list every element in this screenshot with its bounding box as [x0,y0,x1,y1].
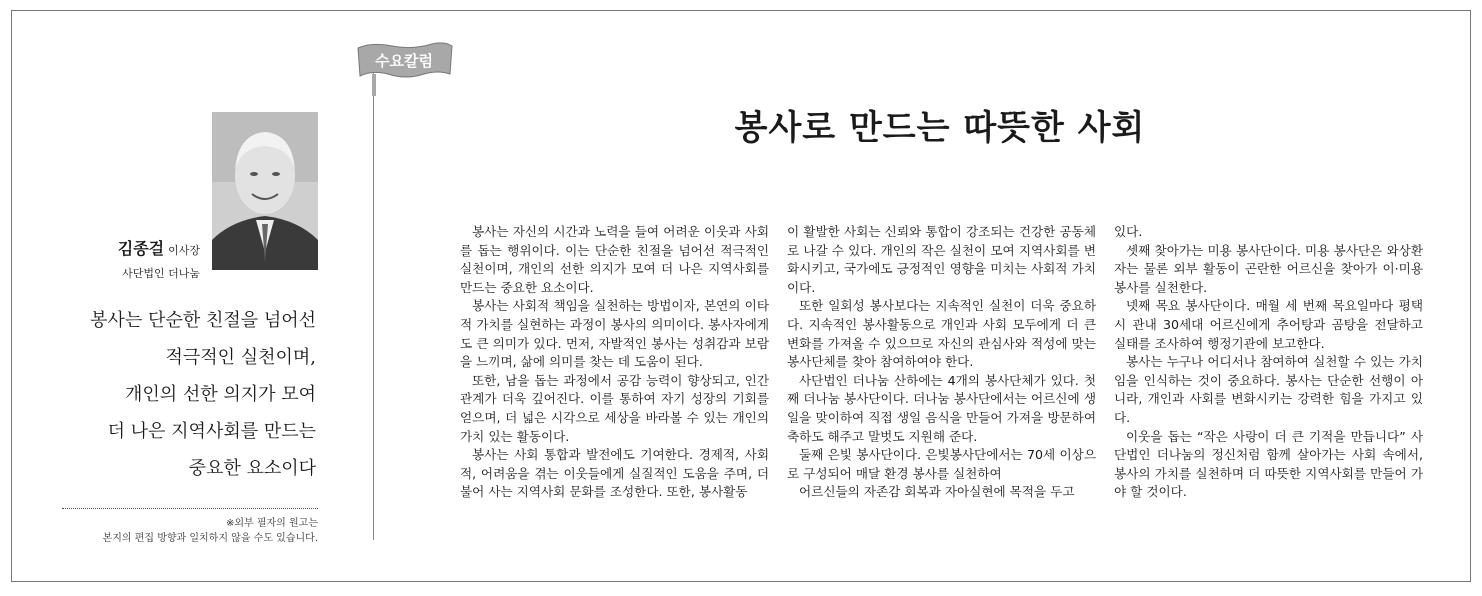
paragraph: 봉사는 사회적 책임을 실천하는 방법이자, 본연의 이타적 가치를 실현하는 과정이 봉사의 의미이다. 봉사자에게도 큰 의미가 있다. 먼저, 자발적인 봉사는 성취감과 보람을 느끼며, 삶에 의미를 찾는 데 도움이 된다. [460,298,769,370]
pull-quote-line: 적극적인 실천이며, [165,347,316,368]
pull-quote-line: 더 나은 지역사회를 만드는 [107,421,316,442]
paragraph: 둘째 은빛 봉사단이다. 은빛봉사단에서는 70세 이상으로 구성되어 매달 환경 봉사를 실천하여 [787,447,1096,481]
column-badge-flag [352,40,456,96]
paragraph: 봉사는 사회 통합과 발전에도 기여한다. 경제적, 사회적, 어려움을 겪는 이웃들에게 실질적인 도움을 주며, 더불어 사는 지역사회 문화를 조성한다. 또한, 봉사활동 [460,447,769,500]
paragraph: 셋째 찾아가는 미용 봉사단이다. 미용 봉사단은 와상환자는 물론 외부 활동이 곤란한 어르신을 찾아가 이·미용 봉사를 실천한다. [1114,242,1423,295]
paragraph: 어르신들의 자존감 회복과 자아실현에 목적을 두고 [799,484,1075,500]
paragraph: 이 활발한 사회는 신뢰와 통합이 강조되는 건강한 공동체로 나갈 수 있다. 개인의 작은 실천이 모여 지역사회를 변화시키고, 국가에도 긍정적인 영향을 미치는 사회적 가치이다. [787,224,1096,295]
pull-quote [40,302,316,487]
headline: 봉사로 만드는 따뜻한 사회 [734,108,1146,148]
disclaimer-line: 본지의 편집 방향과 일치하지 않을 수도 있습니다. [102,533,318,544]
pull-quote-line: 중요한 요소이다 [188,458,316,479]
disclaimer [40,516,318,546]
badge-text: 수요칼럼 [375,52,433,70]
paragraph: 봉사는 자신의 시간과 노력을 들여 어려운 이웃과 사회를 돕는 행위이다. 이는 단순한 친절을 넘어선 적극적인 실천이며, 개인의 선한 의지가 모여 더 나은 지역사회를 만드는 중요한 요소이다. [460,224,769,295]
paragraph: 또한, 남을 돕는 과정에서 공감 능력이 향상되고, 인간관계가 더욱 깊어진다. 이를 통하여 자기 성장의 기회를 얻으며, 더 넓은 시각으로 세상을 바라볼 수 있는 개인의 가치 있는 활동이다. [460,372,769,444]
body-column-2 [787,223,1096,502]
disclaimer-line: ※외부 필자의 원고는 [225,518,318,529]
paragraph: 넷째 목요 봉사단이다. 매월 세 번째 목요일마다 평택시 관내 30세대 어르신에게 추어탕과 곰탕을 전달하고 실태를 조사하여 행정기관에 보고한다. [1114,298,1423,351]
author-role: 이사장 [168,244,200,257]
body-column-3 [1114,223,1423,502]
author-name: 김종걸 [117,239,165,258]
dotted-divider [62,508,318,509]
paragraph: 이웃을 돕는 “작은 사랑이 더 큰 기적을 만듭니다” 사단법인 더나눔의 정신처럼 함께 살아가는 사회 속에서, 봉사의 가치를 실천하며 더 따뜻한 지역사회를 만들어 가야 할 것이다. [1114,428,1423,500]
paragraph: 봉사는 누구나 어디서나 참여하여 실천할 수 있는 가치임을 인식하는 것이 중요하다. 봉사는 단순한 선행이 아니라, 개인과 사회를 변화시키는 강력한 힘을 가지고 있다. [1114,354,1423,425]
paragraph: 있다. [1114,224,1143,239]
paragraph: 또한 일회성 봉사보다는 지속적인 실천이 더욱 중요하다. 지속적인 봉사활동으로 개인과 사회 모두에게 더 큰 변화를 가져올 수 있으므로 자신의 관심사와 적성에 맞는 봉사단체를 찾아 참여하여야 한다. [787,298,1096,370]
pull-quote-line: 봉사는 단순한 친절을 넘어선 [90,310,316,331]
author-block [60,236,200,281]
column-divider [373,70,374,540]
body-column-1 [460,223,769,502]
author-photo [212,112,318,270]
author-organization: 사단법인 더나눔 [122,267,200,280]
pull-quote-line: 개인의 선한 의지가 모여 [124,384,316,405]
paragraph: 사단법인 더나눔 산하에는 4개의 봉사단체가 있다. 첫째 더나눔 봉사단이다. 더나눔 봉사단에서는 어르신에 생일을 맞이하여 직접 생일 음식을 만들어 가져을 방문하여 축하도 해주고 말벗도 지원해 준다. [787,372,1096,444]
